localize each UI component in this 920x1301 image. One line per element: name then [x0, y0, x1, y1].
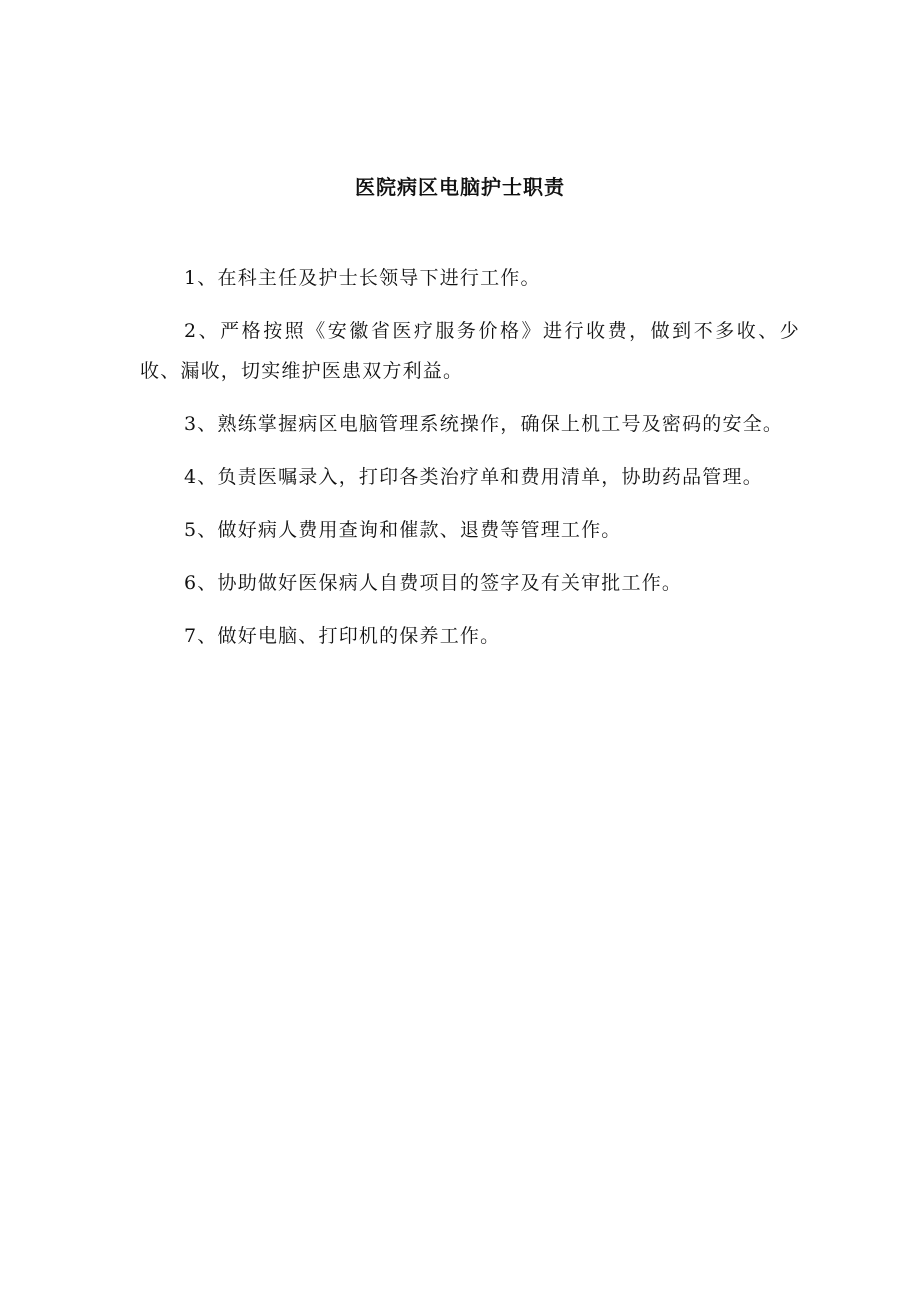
document-body — [140, 258, 800, 669]
duty-item-6: 6、协助做好医保病人自费项目的签字及有关审批工作。 — [184, 572, 683, 594]
duty-item-4: 4、负责医嘱录入，打印各类治疗单和费用清单，协助药品管理。 — [184, 466, 763, 488]
duty-item-5: 5、做好病人费用查询和催款、退费等管理工作。 — [184, 519, 622, 541]
document-title: 医院病区电脑护士职责 — [355, 175, 565, 199]
duty-item-3: 3、熟练掌握病区电脑管理系统操作，确保上机工号及密码的安全。 — [184, 413, 784, 435]
duty-item-7: 7、做好电脑、打印机的保养工作。 — [184, 625, 501, 647]
duty-item-1: 1、在科主任及护士长领导下进行工作。 — [184, 267, 541, 289]
duty-item-2: 2、严格按照《安徽省医疗服务价格》进行收费，做到不多收、少收、漏收，切实维护医患双方利益。 — [140, 320, 800, 382]
